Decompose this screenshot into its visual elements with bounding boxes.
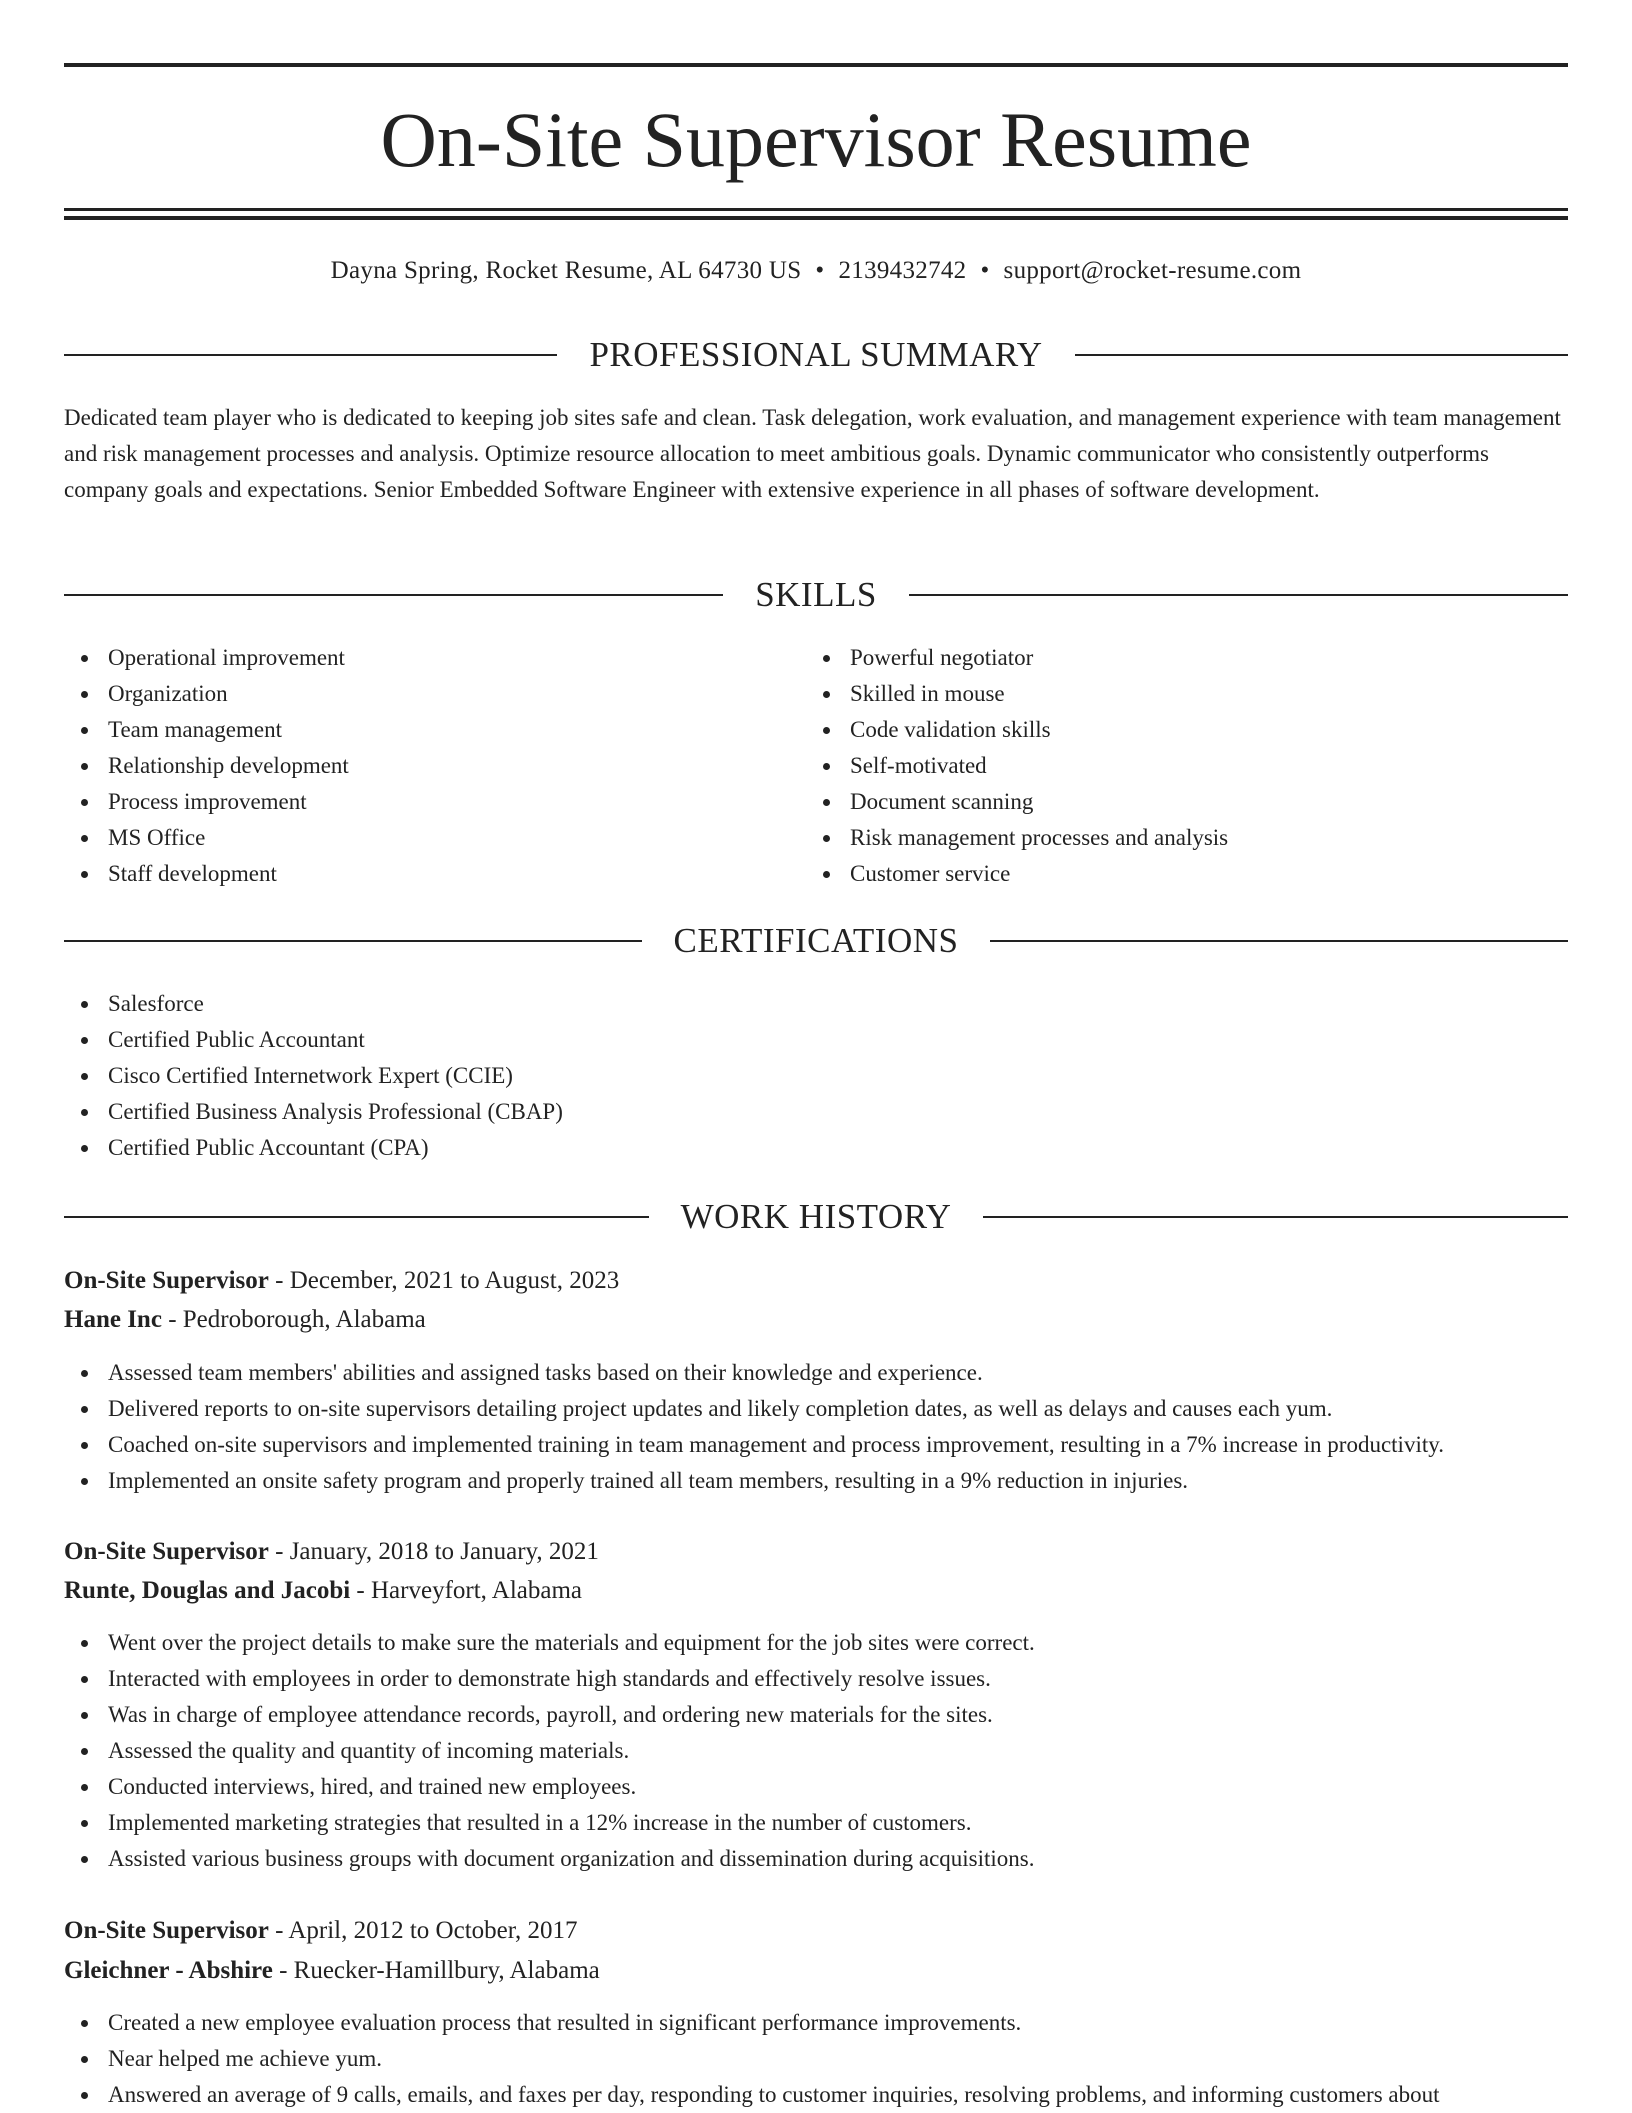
section-heading-work-history bbox=[64, 1194, 1568, 1240]
job-bullet: Implemented marketing strategies that resulted in a 12% increase in the number of customers. bbox=[64, 1805, 1035, 1841]
job-bullet: Answered an average of 9 calls, emails, and faxes per day, responding to customer inquiries, resolving problems, and informing customers about bbox=[64, 2077, 1440, 2113]
job-bullet: Interacted with employees in order to demonstrate high standards and effectively resolve issues. bbox=[64, 1661, 1035, 1697]
job-company-line bbox=[64, 1953, 1568, 1989]
contact-separator: • bbox=[980, 257, 990, 284]
job-bullet: Assisted various business groups with document organization and dissemination during acquisitions. bbox=[64, 1841, 1035, 1877]
job-location: - Harveyfort, Alabama bbox=[350, 1577, 583, 1604]
job-dates: - April, 2012 to October, 2017 bbox=[268, 1917, 578, 1944]
skill-item: Skilled in mouse bbox=[806, 676, 1228, 712]
job-bullet: Coached on-site supervisors and implemented training in team management and process improvement, resulting in a 7% increase in productivity. bbox=[64, 1427, 1444, 1463]
section-title: SKILLS bbox=[755, 575, 877, 614]
job-company-line bbox=[64, 1302, 1568, 1338]
job-bullet: Created a new employee evaluation process that resulted in significant performance improvements. bbox=[64, 2005, 1440, 2041]
skills-list-left bbox=[64, 640, 349, 892]
summary-text: Dedicated team player who is dedicated to keeping job sites safe and clean. Task delegation, work evaluation, and management experience with team management and risk management processes and analysis. Optimize resource allocation to meet ambitious goals. Dynamic communicator who consistently outperforms company goals and expectations. Senior Embedded Software Engineer with extensive experience in all phases of software development. bbox=[64, 405, 1561, 502]
skill-item: Operational improvement bbox=[64, 640, 349, 676]
skill-item: Risk management processes and analysis bbox=[806, 820, 1228, 856]
job-dates: - December, 2021 to August, 2023 bbox=[268, 1267, 620, 1294]
contact-separator: • bbox=[815, 257, 825, 284]
job-bullet: Assessed the quality and quantity of incoming materials. bbox=[64, 1733, 1035, 1769]
skill-item: Code validation skills bbox=[806, 712, 1228, 748]
job-bullet: Went over the project details to make sure the materials and equipment for the job sites were correct. bbox=[64, 1625, 1035, 1661]
certification-item: Cisco Certified Internetwork Expert (CCIE) bbox=[64, 1058, 563, 1094]
job-company: Runte, Douglas and Jacobi bbox=[64, 1577, 351, 1604]
page-title: On-Site Supervisor Resume bbox=[380, 96, 1252, 183]
job-bullet: Assessed team members' abilities and assigned tasks based on their knowledge and experience. bbox=[64, 1355, 1444, 1391]
title-double-rule bbox=[64, 208, 1568, 220]
section-heading-summary bbox=[64, 332, 1568, 378]
skill-item: Powerful negotiator bbox=[806, 640, 1228, 676]
contact-line bbox=[64, 254, 1568, 288]
job-bullet: Delivered reports to on-site supervisors detailing project updates and likely completion dates, as well as delays and causes each yum. bbox=[64, 1391, 1444, 1427]
skill-item: Organization bbox=[64, 676, 349, 712]
job-title-line bbox=[64, 1263, 1568, 1299]
job-dates: - January, 2018 to January, 2021 bbox=[268, 1538, 599, 1565]
job-title-line bbox=[64, 1534, 1568, 1570]
section-title: PROFESSIONAL SUMMARY bbox=[589, 335, 1043, 374]
job-bullet: Conducted interviews, hired, and trained new employees. bbox=[64, 1769, 1035, 1805]
contact-email: support@rocket-resume.com bbox=[1003, 257, 1302, 284]
certification-item: Certified Public Accountant bbox=[64, 1022, 563, 1058]
job-title: On-Site Supervisor bbox=[64, 1917, 269, 1944]
job-company: Hane Inc bbox=[64, 1306, 162, 1333]
skill-item: Self-motivated bbox=[806, 748, 1228, 784]
section-title: WORK HISTORY bbox=[680, 1197, 952, 1236]
job-bullets bbox=[64, 1625, 1035, 1877]
contact-phone: 2139432742 bbox=[838, 257, 967, 284]
section-heading-certifications bbox=[64, 918, 1568, 964]
job-bullet: Implemented an onsite safety program and properly trained all team members, resulting in a 9% reduction in injuries. bbox=[64, 1463, 1444, 1499]
job-title: On-Site Supervisor bbox=[64, 1538, 269, 1565]
skill-item: MS Office bbox=[64, 820, 349, 856]
job-bullets bbox=[64, 1355, 1444, 1499]
certification-item: Certified Business Analysis Professional (CBAP) bbox=[64, 1094, 563, 1130]
job-bullets bbox=[64, 2005, 1440, 2113]
skill-item: Process improvement bbox=[64, 784, 349, 820]
certifications-list bbox=[64, 986, 563, 1166]
skill-item: Customer service bbox=[806, 856, 1228, 892]
job-location: - Ruecker-Hamillbury, Alabama bbox=[272, 1957, 600, 1984]
skills-list-right bbox=[806, 640, 1228, 892]
job-title-line bbox=[64, 1913, 1568, 1949]
certification-item: Certified Public Accountant (CPA) bbox=[64, 1130, 563, 1166]
skill-item: Document scanning bbox=[806, 784, 1228, 820]
job-location: - Pedroborough, Alabama bbox=[161, 1306, 426, 1333]
job-company-line bbox=[64, 1573, 1568, 1609]
section-title: CERTIFICATIONS bbox=[673, 921, 959, 960]
skill-item: Team management bbox=[64, 712, 349, 748]
certification-item: Salesforce bbox=[64, 986, 563, 1022]
top-rule bbox=[64, 63, 1568, 67]
job-bullet: Was in charge of employee attendance records, payroll, and ordering new materials for the sites. bbox=[64, 1697, 1035, 1733]
job-title: On-Site Supervisor bbox=[64, 1267, 269, 1294]
skill-item: Staff development bbox=[64, 856, 349, 892]
job-company: Gleichner - Abshire bbox=[64, 1957, 273, 1984]
contact-address: Dayna Spring, Rocket Resume, AL 64730 US bbox=[330, 257, 802, 284]
section-heading-skills bbox=[64, 572, 1568, 618]
job-bullet: Near helped me achieve yum. bbox=[64, 2041, 1440, 2077]
skill-item: Relationship development bbox=[64, 748, 349, 784]
